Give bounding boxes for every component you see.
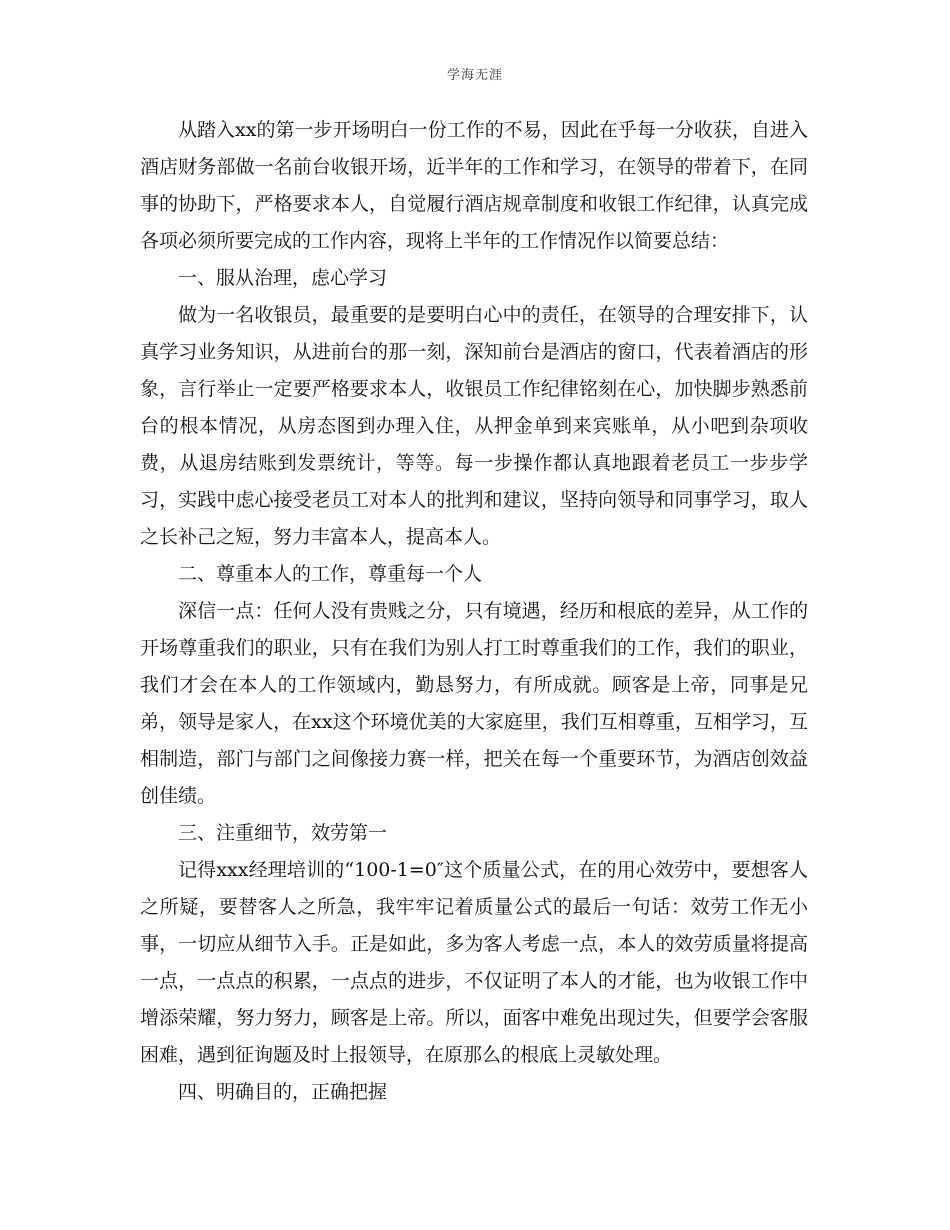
section-heading-4: 四、明确目的，正确把握 bbox=[178, 1081, 388, 1103]
section-paragraph-1: 做为一名收银员，最重要的是要明白心中的责任，在领导的合理安排下，认真学习业务知识，从进前台的那一刻，深知前台是酒店的窗口，代表着酒店的形象，言行举止一定要严格要求本人，收银员工作纪律铭刻在心，加快脚步熟悉前台的根本情况，从房态图到办理入住，从押金单到来宾账单，从小吧到杂项收费，从退房结账到发票统计，等等。每一步操作都认真地跟着老员工一步步学习，实践中虑心接受老员工对本人的批判和建议，坚持向领导和同事学习，取人之长补己之短，努力丰富本人，提高本人。 bbox=[140, 304, 808, 548]
section-heading-3: 三、注重细节，效劳第一 bbox=[178, 822, 388, 844]
intro-paragraph: 从踏入xx的第一步开场明白一份工作的不易，因此在乎每一分收获，自进入酒店财务部做一名前台收银开场，近半年的工作和学习，在领导的带着下，在同事的协助下，严格要求本人，自觉履行酒店规章制度和收银工作纪律，认真完成各项必须所要完成的工作内容，现将上半年的工作情况作以简要总结： bbox=[140, 119, 808, 252]
section-paragraph-3: 记得xxx经理培训的“100-1=0″这个质量公式，在的用心效劳中，要想客人之所疑，要替客人之所急，我牢牢记着质量公式的最后一句话：效劳工作无小事，一切应从细节入手。正是如此，多为客人考虑一点，本人的效劳质量将提高一点，一点点的积累，一点点的进步，不仅证明了本人的才能，也为收银工作中增添荣耀，努力努力，顾客是上帝。所以，面客中难免出现过失，但要学会客服困难，遇到征询题及时上报领导，在原那么的根底上灵敏处理。 bbox=[140, 859, 808, 1066]
section-heading-1: 一、服从治理，虑心学习 bbox=[178, 267, 388, 289]
page-header: 学海无涯 bbox=[446, 68, 503, 83]
section-heading-2: 二、尊重本人的工作，尊重每一个人 bbox=[178, 563, 483, 585]
section-paragraph-2: 深信一点：任何人没有贵贱之分，只有境遇，经历和根底的差异，从工作的开场尊重我们的职业，只有在我们为别人打工时尊重我们的工作，我们的职业，我们才会在本人的工作领域内，勤恳努力，有所成就。顾客是上帝，同事是兄弟，领导是家人，在xx这个环境优美的大家庭里，我们互相尊重，互相学习，互相制造，部门与部门之间像接力赛一样，把关在每一个重要环节，为酒店创效益创佳绩。 bbox=[140, 600, 808, 807]
document-body bbox=[140, 112, 808, 1111]
